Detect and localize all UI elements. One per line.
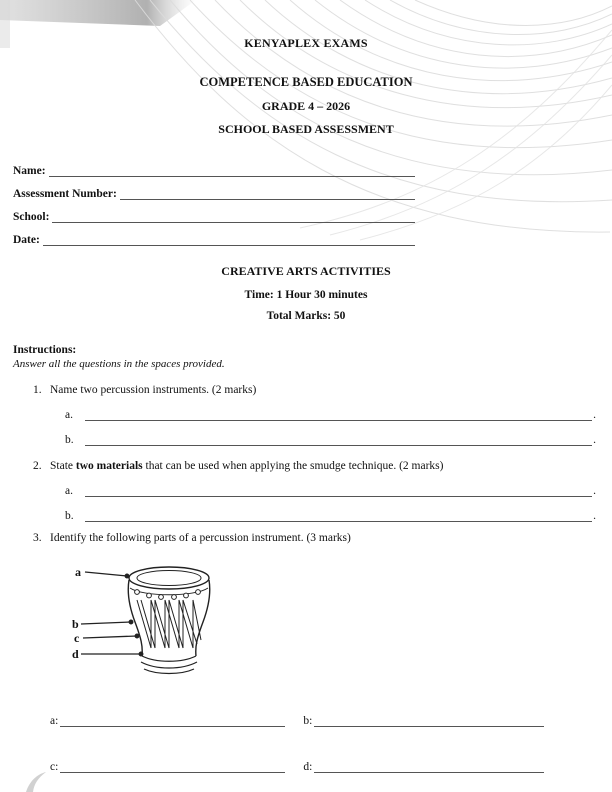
question-1-text: Name two percussion instruments. (2 marks) <box>50 384 257 396</box>
assessment-number-field-row <box>13 186 415 200</box>
answer-blank-line <box>60 759 285 773</box>
question-2 <box>33 460 596 472</box>
answer-row-1 <box>50 713 596 727</box>
sub-label-b: b. <box>65 510 74 522</box>
date-blank-line <box>43 232 415 246</box>
date-label: Date: <box>13 234 40 246</box>
answer-b <box>303 713 544 727</box>
assessment-number-label: Assessment Number: <box>13 188 117 200</box>
time-allowed: Time: 1 Hour 30 minutes <box>244 289 368 301</box>
diagram-label-b: b <box>72 617 79 631</box>
name-blank-line <box>49 163 415 177</box>
org-title: KENYAPLEX EXAMS <box>244 36 368 50</box>
school-field-row <box>13 209 415 223</box>
question-3-number: 3. <box>33 532 42 544</box>
question-3-text: Identify the following parts of a percussion instrument. (3 marks) <box>50 532 351 544</box>
grade-year: GRADE 4 – 2026 <box>261 99 351 113</box>
answer-blank-line <box>60 713 285 727</box>
diagram-label-a: a <box>75 565 81 579</box>
question-2-answer-a <box>65 482 596 497</box>
line-end-period: . <box>593 434 596 446</box>
answer-c <box>50 759 285 773</box>
question-1-answer-a <box>65 406 596 421</box>
sub-label-b: b. <box>65 434 74 446</box>
question-1-answer-b <box>65 431 596 446</box>
question-1-number: 1. <box>33 384 42 396</box>
question-2-text-prefix: State <box>50 460 76 472</box>
answer-blank-line <box>85 406 592 421</box>
answer-blank-line <box>314 713 544 727</box>
question-3 <box>33 532 596 544</box>
answer-d <box>303 759 544 773</box>
question-3-answers <box>50 713 596 773</box>
answer-c-label: c: <box>50 761 59 773</box>
sub-label-a: a. <box>65 485 73 497</box>
line-end-period: . <box>593 510 596 522</box>
question-2-answer-b <box>65 507 596 522</box>
instructions-block <box>13 344 596 370</box>
answer-blank-line <box>314 759 544 773</box>
assessment-type: SCHOOL BASED ASSESSMENT <box>218 122 394 136</box>
question-2-number: 2. <box>33 460 42 472</box>
line-end-period: . <box>593 485 596 497</box>
question-2-text <box>50 460 443 472</box>
date-field-row <box>13 232 415 246</box>
answer-a <box>50 713 285 727</box>
subject-title: CREATIVE ARTS ACTIVITIES <box>221 264 391 278</box>
student-fields <box>13 163 415 246</box>
exam-info <box>0 264 612 322</box>
question-2-text-bold: two materials <box>75 460 143 472</box>
answer-b-label: b: <box>303 715 313 727</box>
question-2-text-suffix: that can be used when applying the smudge technique. (2 marks) <box>142 460 444 472</box>
assessment-number-blank-line <box>120 186 415 200</box>
instructions-text: Answer all the questions in the spaces provided. <box>13 358 225 370</box>
answer-a-label: a: <box>50 715 59 727</box>
answer-blank-line <box>85 482 592 497</box>
document-header <box>0 0 612 137</box>
name-label: Name: <box>13 165 46 177</box>
question-1 <box>33 384 596 396</box>
drum-diagram <box>71 562 241 680</box>
instructions-heading: Instructions: <box>13 344 77 356</box>
diagram-label-c: c <box>74 631 80 645</box>
answer-blank-line <box>85 507 592 522</box>
drum-diagram-container <box>71 562 596 683</box>
answer-d-label: d: <box>303 761 313 773</box>
program-title: COMPETENCE BASED EDUCATION <box>199 75 413 89</box>
name-field-row <box>13 163 415 177</box>
school-label: School: <box>13 211 50 223</box>
total-marks: Total Marks: 50 <box>266 310 346 322</box>
diagram-label-d: d <box>72 647 79 661</box>
line-end-period: . <box>593 409 596 421</box>
sub-label-a: a. <box>65 409 73 421</box>
school-blank-line <box>52 209 415 223</box>
answer-row-2 <box>50 759 596 773</box>
answer-blank-line <box>85 431 592 446</box>
question-content <box>13 344 596 773</box>
